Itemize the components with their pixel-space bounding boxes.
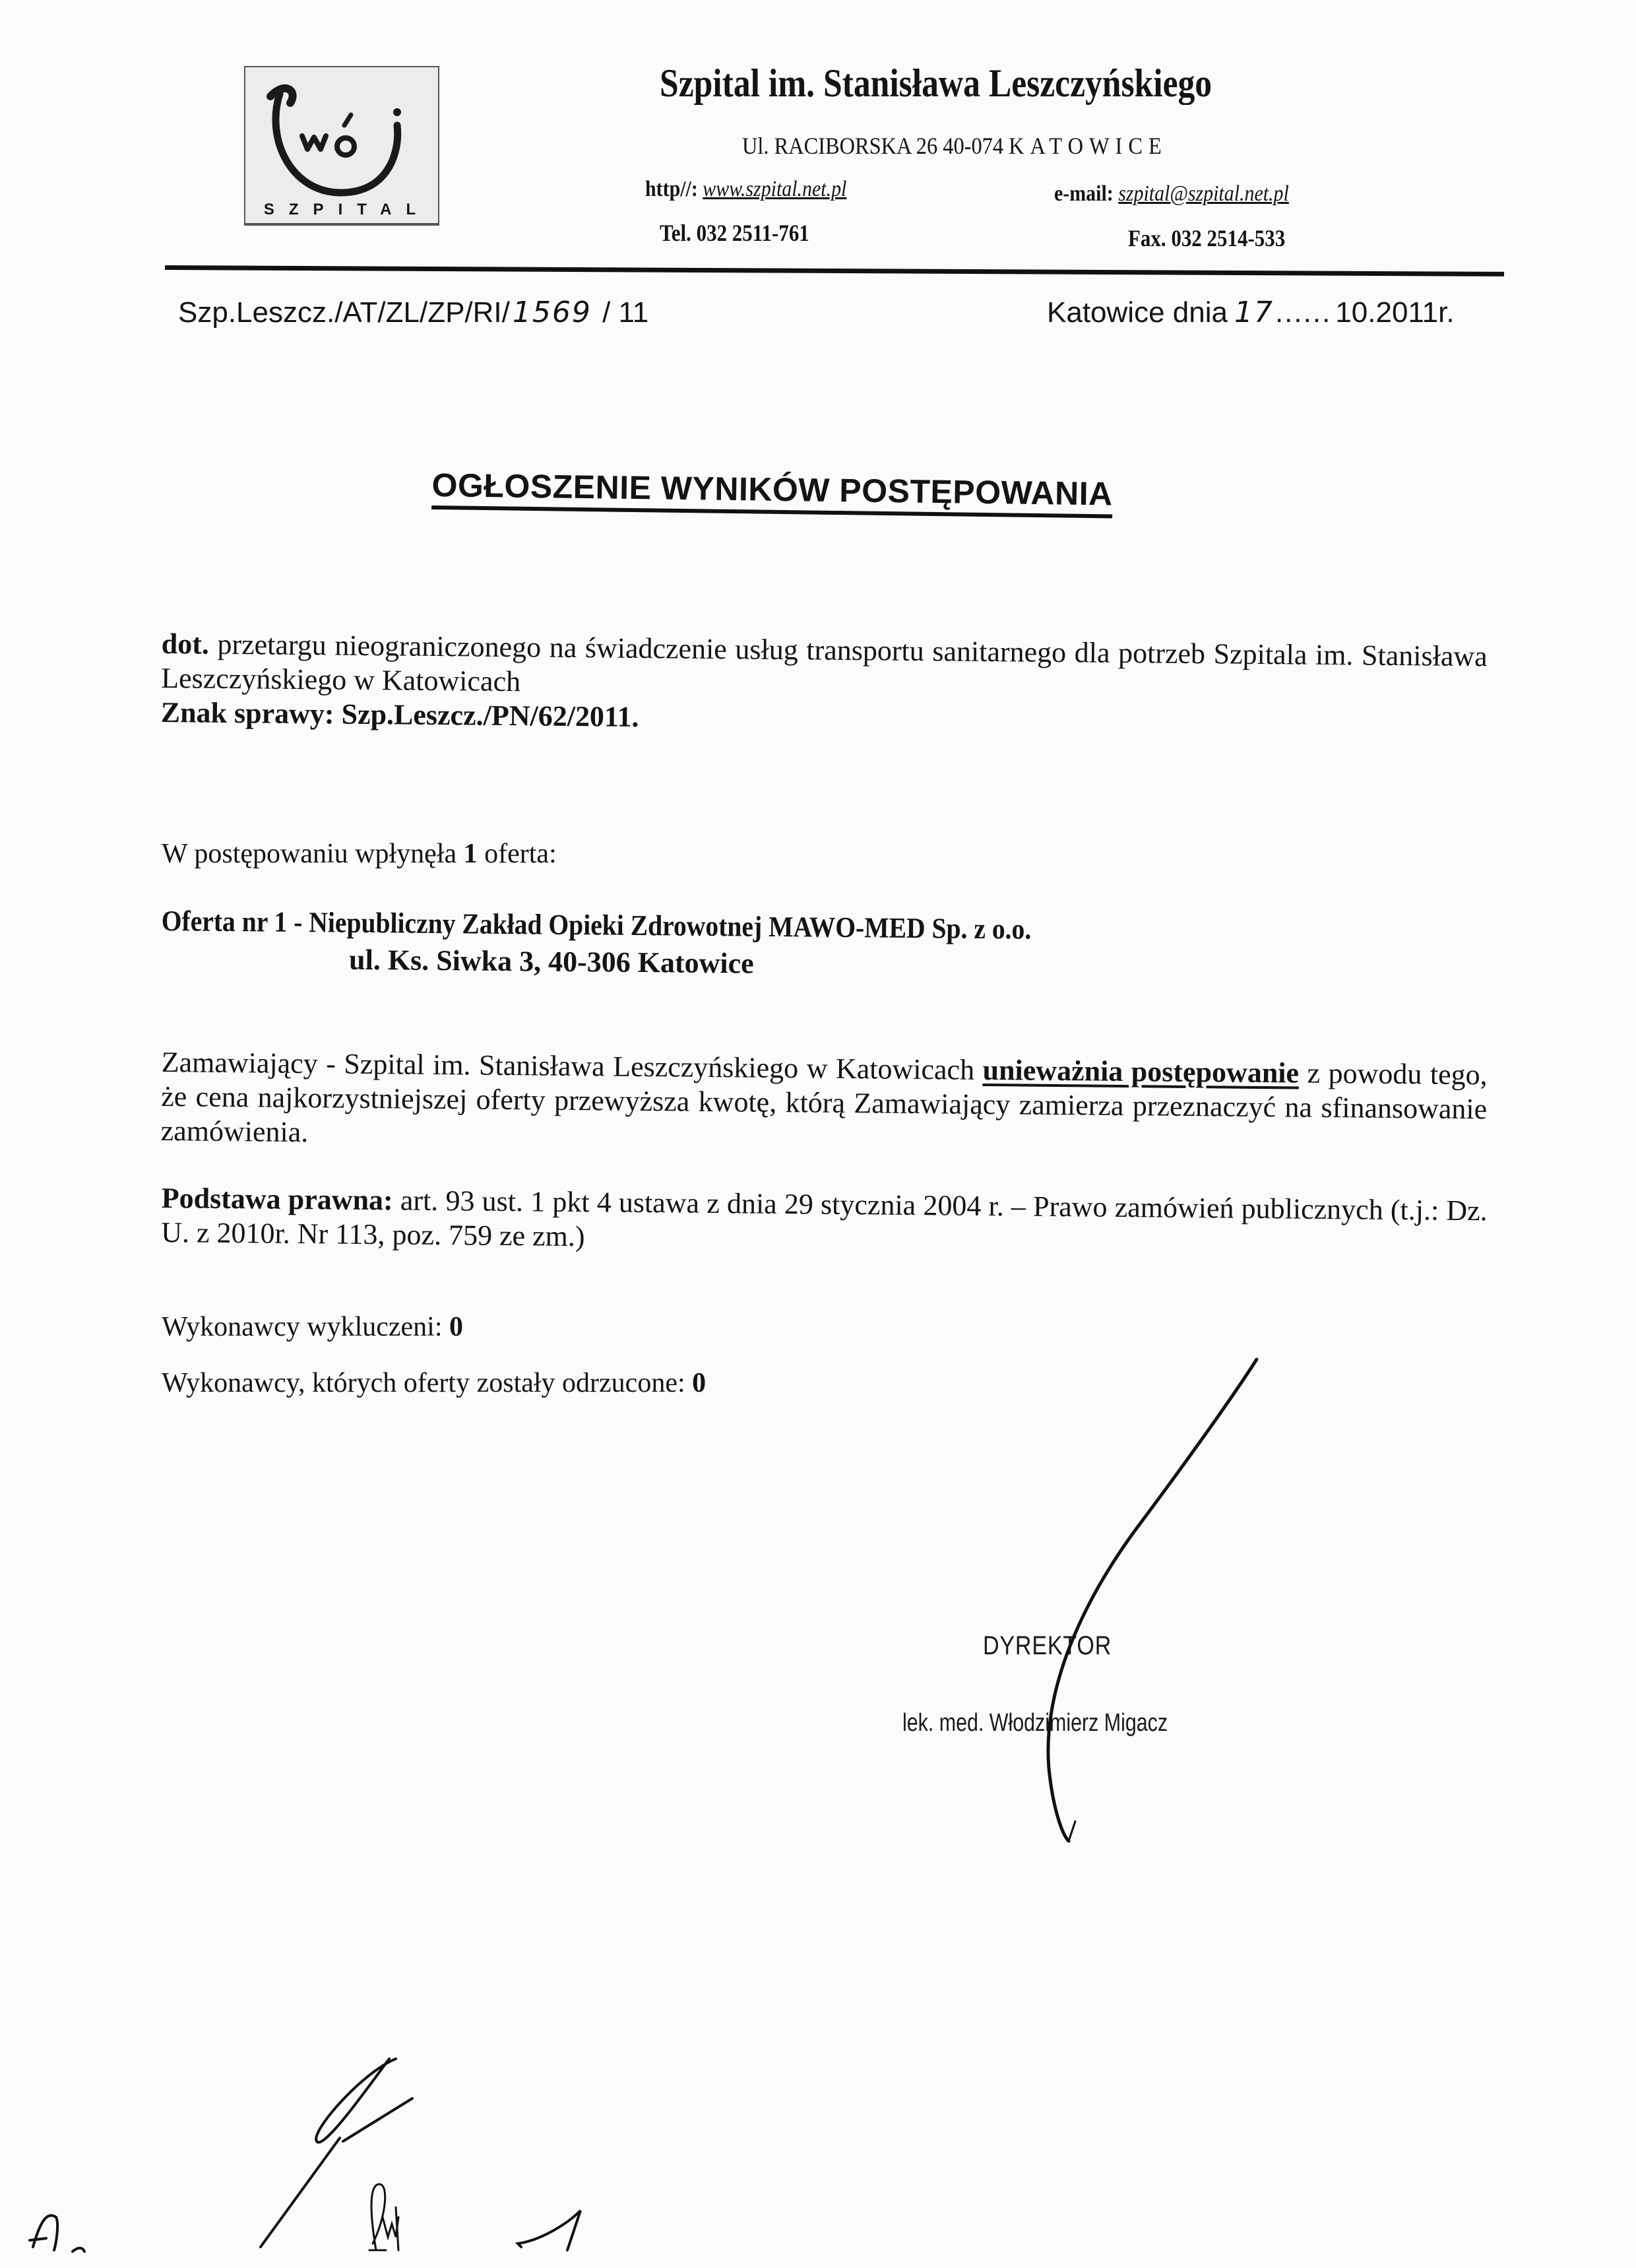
decision-paragraph bbox=[161, 1045, 1488, 1161]
legal-basis-text: art. 93 ust. 1 pkt 4 ustawa z dnia 29 stycznia 2004 r. – Prawo zamówień publicznych (t.j.: Dz. U. z 2010r. Nr 113, poz. 759 ze zm.) bbox=[161, 1184, 1488, 1253]
offer-label: Oferta nr 1 - Niepubliczny Zakład Opieki Zdrowotnej MAWO-MED Sp. z o.o. bbox=[161, 904, 1032, 946]
rejected-label: Wykonawcy, których oferty zostały odrzucone: bbox=[162, 1368, 685, 1398]
initials-scribble bbox=[369, 2184, 398, 2250]
date-suffix: 10.2011r. bbox=[1335, 296, 1455, 329]
smile-logo-icon bbox=[245, 67, 438, 223]
reference-handwritten-number: 1569 bbox=[512, 296, 592, 329]
hospital-email bbox=[1054, 181, 1289, 207]
excluded-contractors bbox=[162, 1310, 1488, 1344]
rejected-count: 0 bbox=[692, 1368, 707, 1398]
letterhead-divider bbox=[165, 265, 1504, 276]
reference-suffix: / 11 bbox=[594, 296, 649, 329]
address-city: KATOWICE bbox=[1009, 133, 1168, 159]
offer-item bbox=[161, 903, 1488, 989]
subject-lead: dot. bbox=[161, 627, 210, 661]
offers-count-line bbox=[162, 837, 1488, 871]
document-title: OGŁOSZENIE WYNIKÓW POSTĘPOWANIA bbox=[431, 466, 1113, 519]
document-date bbox=[1047, 296, 1455, 329]
website-label: http//: bbox=[645, 177, 698, 201]
hospital-logo bbox=[244, 66, 439, 226]
address-street: Ul. RACIBORSKA 26 40-074 bbox=[742, 133, 1004, 159]
director-signature-tail bbox=[1069, 1821, 1075, 1841]
email-link[interactable]: szpital@szpital.net.pl bbox=[1118, 181, 1289, 206]
legal-basis bbox=[161, 1181, 1488, 1262]
offers-intro-suffix: oferta: bbox=[484, 839, 557, 869]
excluded-label: Wykonawcy wykluczeni: bbox=[162, 1312, 443, 1342]
initials-right-stroke bbox=[518, 2211, 581, 2250]
subject-paragraph bbox=[161, 627, 1488, 708]
signature-name: lek. med. Włodzimierz Migacz bbox=[902, 1709, 1168, 1737]
date-handwritten-day: 17 bbox=[1234, 296, 1274, 329]
rejected-offers bbox=[162, 1366, 1488, 1400]
reference-number bbox=[178, 296, 648, 329]
reference-prefix: Szp.Leszcz./AT/ZL/ZP/RI/ bbox=[178, 296, 510, 329]
offer-address: ul. Ks. Siwka 3, 40-306 Katowice bbox=[348, 943, 754, 980]
initials-left-stroke bbox=[30, 2215, 84, 2252]
signature-title: DYREKTOR bbox=[983, 1631, 1112, 1660]
offers-intro: W postępowaniu wpłynęła bbox=[162, 839, 457, 869]
decision-emphasis: unieważnia postępowanie bbox=[982, 1053, 1300, 1089]
date-prefix: Katowice dnia bbox=[1047, 296, 1228, 329]
logo-caption: SZPITAL bbox=[263, 201, 431, 218]
subject-section bbox=[161, 627, 1488, 742]
offers-count: 1 bbox=[463, 839, 478, 869]
hospital-fax: Fax. 032 2514-533 bbox=[1128, 225, 1286, 251]
hospital-website bbox=[645, 177, 846, 202]
hospital-name: Szpital im. Stanisława Leszczyńskiego bbox=[660, 61, 1212, 105]
initials-loop-stroke bbox=[261, 2059, 412, 2247]
decision-text-before: Zamawiający - Szpital im. Stanisława Leszczyńskiego w Katowicach bbox=[161, 1046, 975, 1086]
website-link[interactable]: www.szpital.net.pl bbox=[703, 177, 847, 201]
case-number: Znak sprawy: Szp.Leszcz./PN/62/2011. bbox=[160, 696, 639, 733]
hospital-phone: Tel. 032 2511-761 bbox=[660, 220, 809, 246]
subject-text: przetargu nieograniczonego na świadczenie usług transportu sanitarnego dla potrzeb Szpitala im. Stanisława Leszczyńskiego w Katowicach bbox=[161, 628, 1488, 698]
offer-list bbox=[161, 903, 1488, 989]
director-signature-stroke bbox=[1048, 1359, 1257, 1841]
date-dots: ...... bbox=[1274, 296, 1332, 329]
excluded-count: 0 bbox=[449, 1312, 463, 1342]
decision-text-after: z powodu tego, że cena najkorzystniejszej oferty przewyższa kwotę, którą Zamawiający zamierza przeznaczyć na sfinansowanie zamówienia. bbox=[160, 1056, 1488, 1149]
hospital-address bbox=[742, 132, 1168, 160]
legal-basis-label: Podstawa prawna: bbox=[161, 1182, 393, 1217]
email-label: e-mail: bbox=[1054, 181, 1114, 206]
